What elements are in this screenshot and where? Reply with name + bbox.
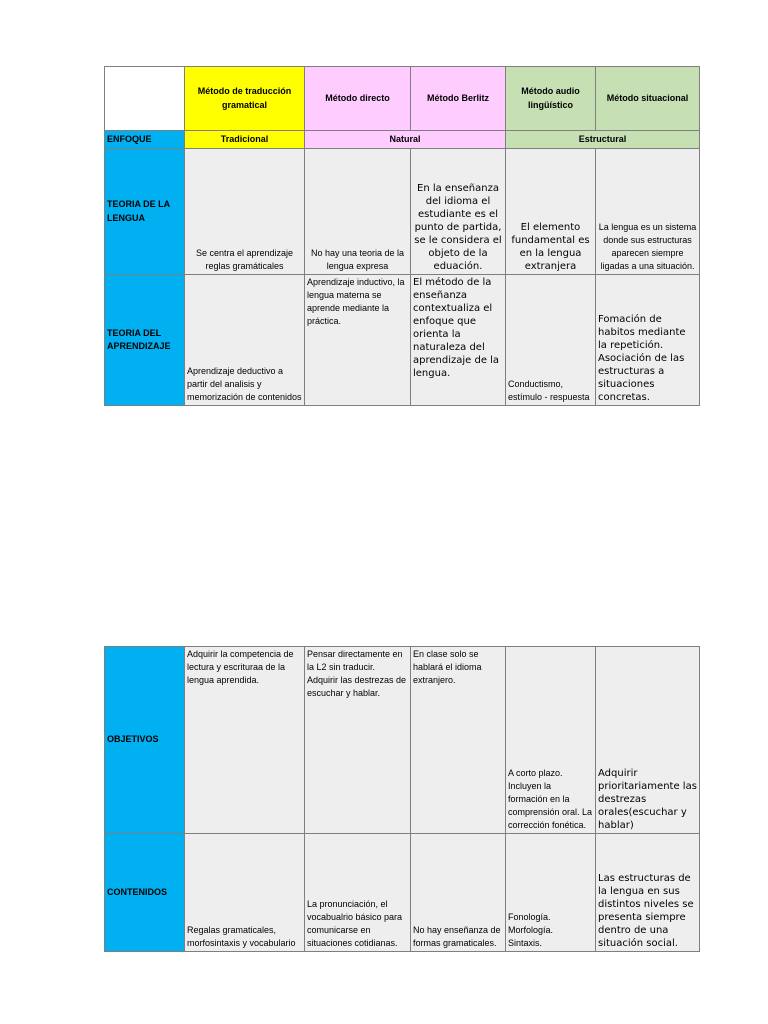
methods-table-top xyxy=(104,66,700,406)
objetivos-m1: Adquirir la competencia de lectura y escrituraa de la lengua aprendida. xyxy=(185,647,305,834)
teoria-aprendizaje-m4: Conductismo, estímulo - respuesta xyxy=(506,275,596,406)
header-row xyxy=(105,67,700,131)
objetivos-m5: Adquirir prioritariamente las destrezas orales(escuchar y hablar) xyxy=(596,647,700,834)
header-audiolingual-method: Método audio lingüístico xyxy=(506,67,596,131)
teoria-lengua-row xyxy=(105,149,700,275)
teoria-lengua-m1: Se centra el aprendizaje reglas gramáticales xyxy=(185,149,305,275)
contenidos-row xyxy=(105,834,700,952)
contenidos-m1: Regalas gramaticales, morfosintaxis y vocabulario xyxy=(185,834,305,952)
enfoque-tradicional: Tradicional xyxy=(185,131,305,149)
teoria-aprendizaje-label: TEORIA DEL APRENDIZAJE xyxy=(105,275,185,406)
objetivos-m4: A corto plazo. Incluyen la formación en la comprensión oral. La corrección fonética. xyxy=(506,647,596,834)
contenidos-label: CONTENIDOS xyxy=(105,834,185,952)
enfoque-row xyxy=(105,131,700,149)
contenidos-m5: Las estructuras de la lengua en sus distintos niveles se presenta siempre dentro de una situación social. xyxy=(596,834,700,952)
corner-cell xyxy=(105,67,185,131)
enfoque-natural: Natural xyxy=(305,131,506,149)
objetivos-row xyxy=(105,647,700,834)
teoria-lengua-label: TEORIA DE LA LENGUA xyxy=(105,149,185,275)
teoria-aprendizaje-row xyxy=(105,275,700,406)
teoria-aprendizaje-m2: Aprendizaje inductivo, la lengua materna se aprende mediante la práctica. xyxy=(305,275,411,406)
header-direct-method: Método directo xyxy=(305,67,411,131)
contenidos-m2: La pronunciación, el vocabualrio básico para comunicarse en situaciones cotidianas. xyxy=(305,834,411,952)
teoria-aprendizaje-m3: El método de la enseñanza contextualiza el enfoque que orienta la naturaleza del aprendizaje de la lengua. xyxy=(411,275,506,406)
teoria-lengua-m5: La lengua es un sistema donde sus estructuras aparecen siempre ligadas a una situación. xyxy=(596,149,700,275)
contenidos-m3: No hay enseñanza de formas gramaticales. xyxy=(411,834,506,952)
teoria-aprendizaje-m1: Aprendizaje deductivo a partir del analisis y memorización de contenidos xyxy=(185,275,305,406)
teoria-lengua-m4: El elemento fundamental es en la lengua extranjera xyxy=(506,149,596,275)
header-grammar-translation: Método de traducción gramatical xyxy=(185,67,305,131)
teoria-aprendizaje-m5: Fomación de habitos mediante la repetición. Asociación de las estructuras a situaciones concretas. xyxy=(596,275,700,406)
objetivos-m3: En clase solo se hablará el idioma extranjero. xyxy=(411,647,506,834)
methods-table-bottom xyxy=(104,646,700,952)
contenidos-m4: Fonología. Morfología. Sintaxis. xyxy=(506,834,596,952)
objetivos-label: OBJETIVOS xyxy=(105,647,185,834)
teoria-lengua-m2: No hay una teoria de la lengua expresa xyxy=(305,149,411,275)
enfoque-label: ENFOQUE xyxy=(105,131,185,149)
objetivos-m2: Pensar directamente en la L2 sin traducir. Adquirir las destrezas de escuchar y hablar. xyxy=(305,647,411,834)
teoria-lengua-m3: En la enseñanza del idioma el estudiante es el punto de partida, se le considera el objeto de la eduación. xyxy=(411,149,506,275)
header-berlitz-method: Método Berlitz xyxy=(411,67,506,131)
enfoque-estructural: Estructural xyxy=(506,131,700,149)
header-situational-method: Método situacional xyxy=(596,67,700,131)
